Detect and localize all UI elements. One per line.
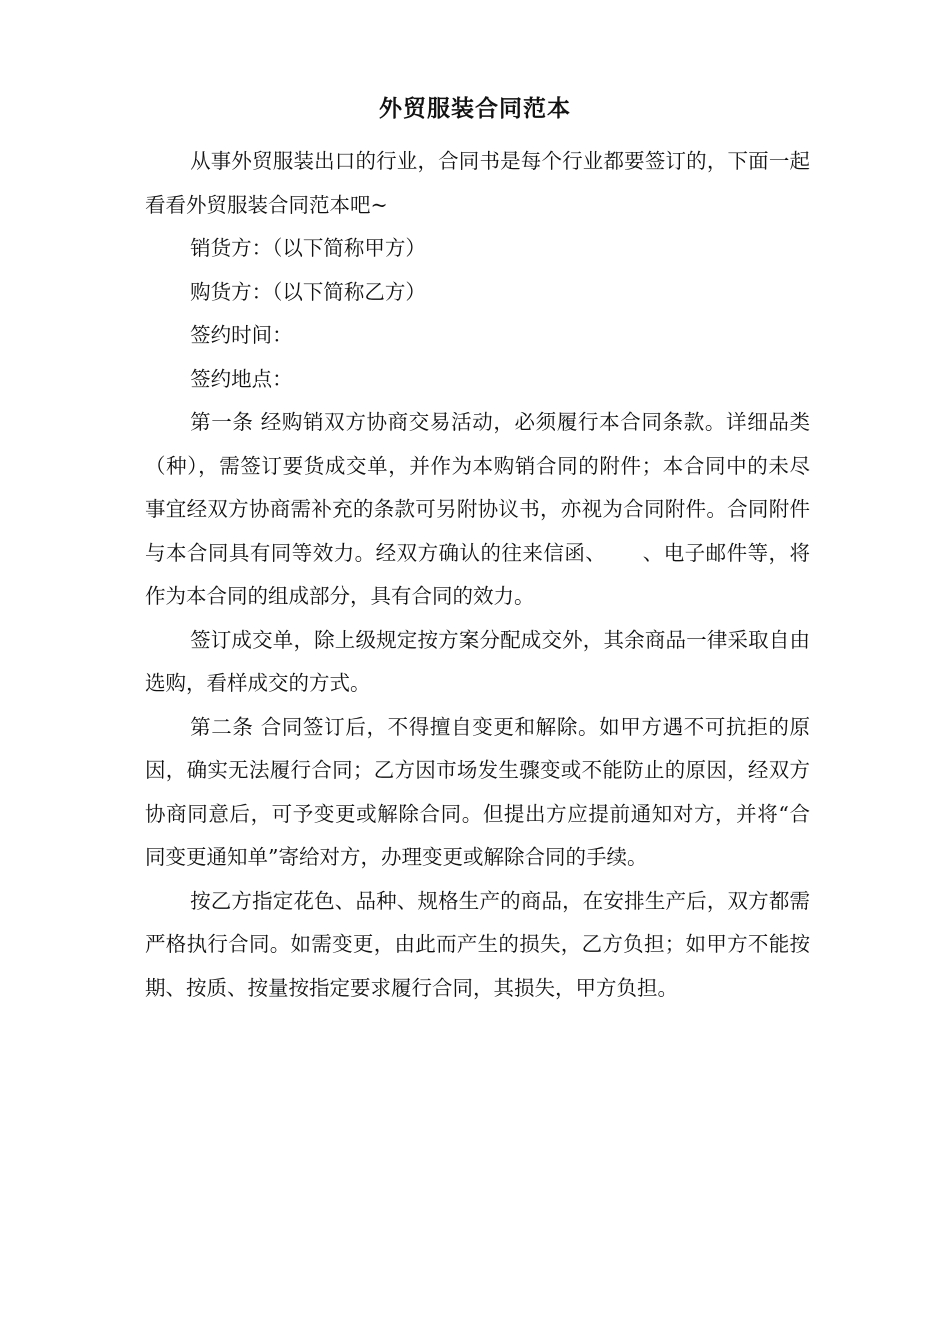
article-2-paragraph: 第二条 合同签订后，不得擅自变更和解除。如甲方遇不可抗拒的原因，确实无法履行合同；乙方因市场发生骤变或不能防止的原因，经双方协商同意后，可予变更或解除合同。但提出方应提前通知对方，并将“合同变更通知单”寄给对方，办理变更或解除合同的手续。 — [145, 714, 810, 869]
article-1-paragraph — [145, 401, 810, 619]
article-1-text-part1: 第一条 经购销双方协商交易活动，必须履行本合同条款。详细品类（种），需签订要货成交单，并作为本购销合同的附件；本合同中的未尽事宜经双方协商需补充的条款可另附协议书，亦视为合同附件。合同附件与本合同具有同等效力。经双方确认的往来信函、 — [145, 410, 810, 565]
sign-deal-paragraph: 签订成交单，除上级规定按方案分配成交外，其余商品一律采取自由选购，看样成交的方式。 — [145, 627, 810, 695]
document-title: 外贸服装合同范本 — [379, 95, 571, 122]
document-body — [145, 140, 810, 1010]
sign-place-line: 签约地点： — [190, 366, 293, 391]
buyer-spec-paragraph: 按乙方指定花色、品种、规格生产的商品，在安排生产后，双方都需严格执行合同。如需变更，由此而产生的损失，乙方负担；如甲方不能按期、按质、按量按指定要求履行合同，其损失，甲方负担。 — [145, 888, 810, 1000]
buyer-line: 购货方：（以下简称乙方） — [190, 279, 426, 304]
article-1-text-part2: 、电子邮件等，将作为本合同的组成部分，具有合同的效力。 — [145, 540, 810, 608]
sign-time-line: 签约时间： — [190, 323, 293, 347]
intro-paragraph: 从事外贸服装出口的行业，合同书是每个行业都要签订的，下面一起看看外贸服装合同范本吧~ — [145, 149, 810, 217]
seller-line: 销货方：（以下简称甲方） — [190, 236, 426, 260]
